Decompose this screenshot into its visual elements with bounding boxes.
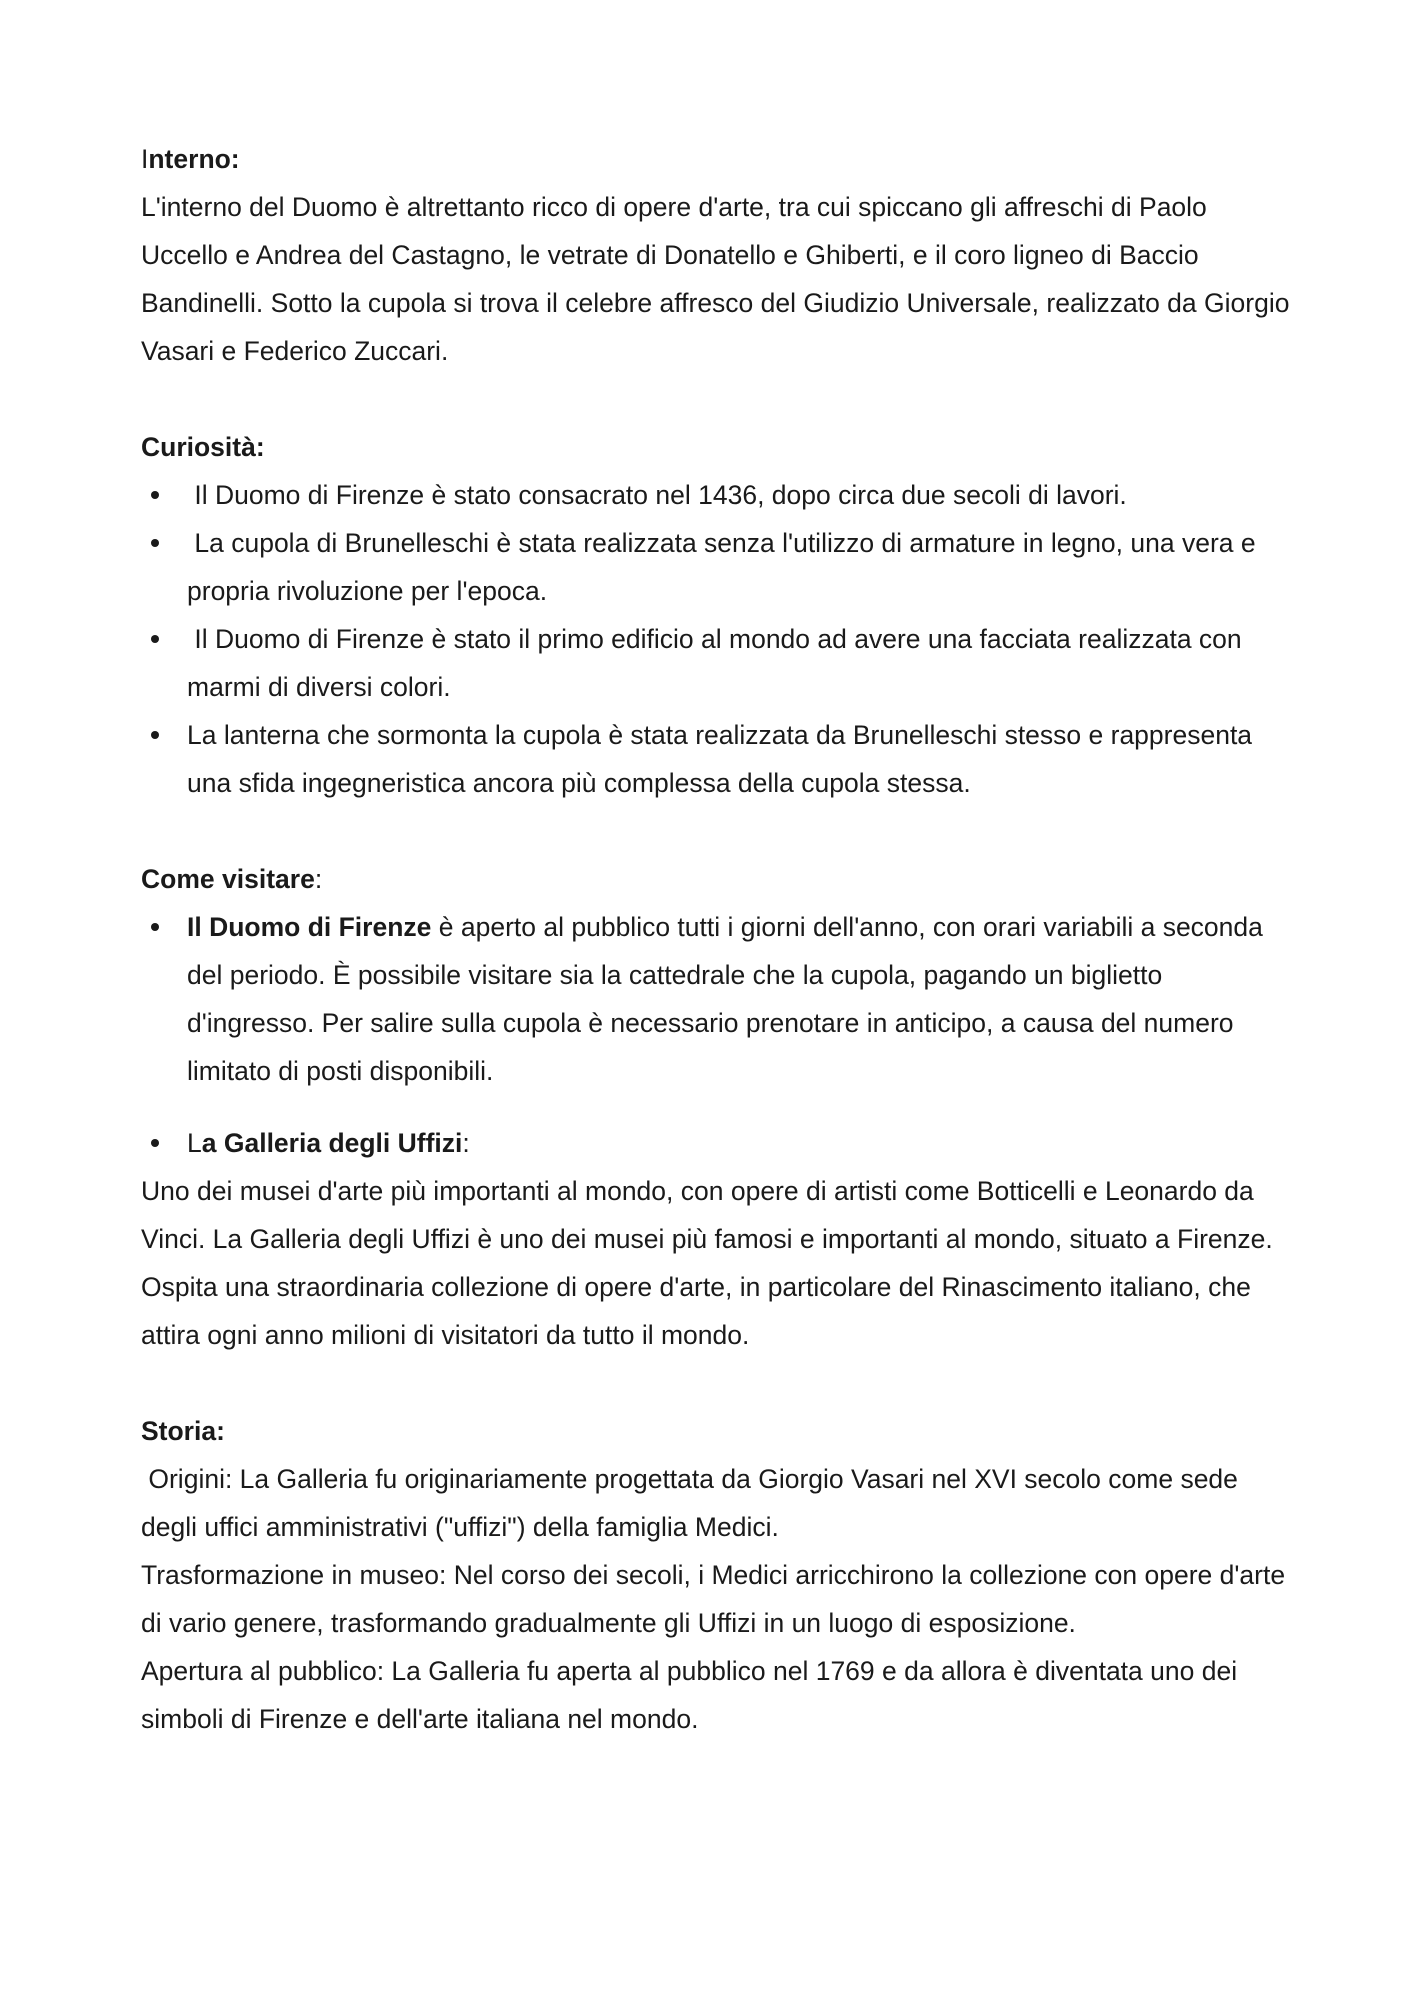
document-page	[141, 135, 1291, 1743]
storia-apertura: Apertura al pubblico: La Galleria fu aperta al pubblico nel 1769 e da allora è diventata uno dei simboli di Firenze e dell'arte italiana nel mondo.	[141, 1656, 1238, 1734]
spacer	[141, 1359, 1291, 1407]
interno-heading-rest: nterno:	[148, 144, 240, 174]
uffizi-title-suffix: :	[462, 1128, 470, 1158]
uffizi-paragraph-2: Ospita una straordinaria collezione di opere d'arte, in particolare del Rinascimento italiano, che attira ogni anno milioni di visitatori da tutto il mondo.	[141, 1272, 1251, 1350]
curiosita-list	[141, 471, 1291, 807]
come-visitare-heading-suffix: :	[314, 864, 323, 894]
list-item	[141, 1119, 1291, 1167]
list-item-text: La cupola di Brunelleschi è stata realizzata senza l'utilizzo di armature in legno, una vera e propria rivoluzione per l'epoca.	[187, 528, 1263, 606]
list-item-text: Il Duomo di Firenze è stato il primo edificio al mondo ad avere una facciata realizzata con marmi di diversi colori.	[187, 624, 1250, 702]
come-visitare-list	[141, 903, 1291, 1095]
spacer	[141, 807, 1291, 855]
storia-trasformazione: Trasformazione in museo: Nel corso dei secoli, i Medici arricchirono la collezione con opere d'arte di vario genere, trasformando gradualmente gli Uffizi in un luogo di esposizione.	[141, 1560, 1286, 1638]
storia-heading: Storia:	[141, 1416, 225, 1446]
bullet-icon	[151, 1139, 159, 1147]
interno-heading	[141, 135, 1291, 183]
interno-text: L'interno del Duomo è altrettanto ricco di opere d'arte, tra cui spiccano gli affreschi di Paolo Uccello e Andrea del Castagno, le vetrate di Donatello e Ghiberti, e il coro ligneo di Baccio Bandinelli. Sotto la cupola si trova il celebre affresco del Giudizio Universale, realizzato da Giorgio Vasari e Federico Zuccari.	[141, 192, 1290, 366]
bullet-icon	[151, 923, 159, 931]
uffizi-title-first-letter: L	[187, 1128, 202, 1158]
list-item	[141, 903, 1291, 1095]
list-item-text: Il Duomo di Firenze è stato consacrato nel 1436, dopo circa due secoli di lavori.	[187, 480, 1127, 510]
uffizi-list	[141, 1119, 1291, 1167]
list-item-text: è aperto al pubblico tutti i giorni dell'anno, con orari variabili a seconda del periodo. È possibile visitare sia la cattedrale che la cupola, pagando un biglietto d'ingresso. Per salire sulla cupola è necessario prenotare in anticipo, a causa del numero limitato di posti disponibili.	[187, 912, 1271, 1086]
bullet-icon	[151, 539, 159, 547]
list-item	[141, 711, 1291, 807]
curiosita-heading: Curiosità:	[141, 432, 265, 462]
uffizi-paragraph-1: Uno dei musei d'arte più importanti al mondo, con opere di artisti come Botticelli e Leonardo da Vinci. La Galleria degli Uffizi è uno dei musei più famosi e importanti al mondo, situato a Firenze.	[141, 1176, 1273, 1254]
uffizi-title: a Galleria degli Uffizi	[201, 1128, 463, 1158]
bullet-icon	[151, 491, 159, 499]
list-item-bold-text: Il Duomo di Firenze	[187, 912, 432, 942]
interno-heading-first-letter: I	[141, 144, 149, 174]
bullet-icon	[151, 731, 159, 739]
list-item	[141, 519, 1291, 615]
bullet-icon	[151, 635, 159, 643]
list-item	[141, 471, 1291, 519]
come-visitare-heading	[141, 855, 1291, 903]
spacer	[141, 1095, 1291, 1119]
list-item	[141, 615, 1291, 711]
spacer	[141, 375, 1291, 423]
storia-origini: Origini: La Galleria fu originariamente progettata da Giorgio Vasari nel XVI secolo come sede degli uffici amministrativi ("uffizi") della famiglia Medici.	[141, 1464, 1246, 1542]
come-visitare-heading-text: Come visitare	[141, 864, 315, 894]
list-item-text: La lanterna che sormonta la cupola è stata realizzata da Brunelleschi stesso e rappresenta una sfida ingegneristica ancora più complessa della cupola stessa.	[187, 720, 1260, 798]
